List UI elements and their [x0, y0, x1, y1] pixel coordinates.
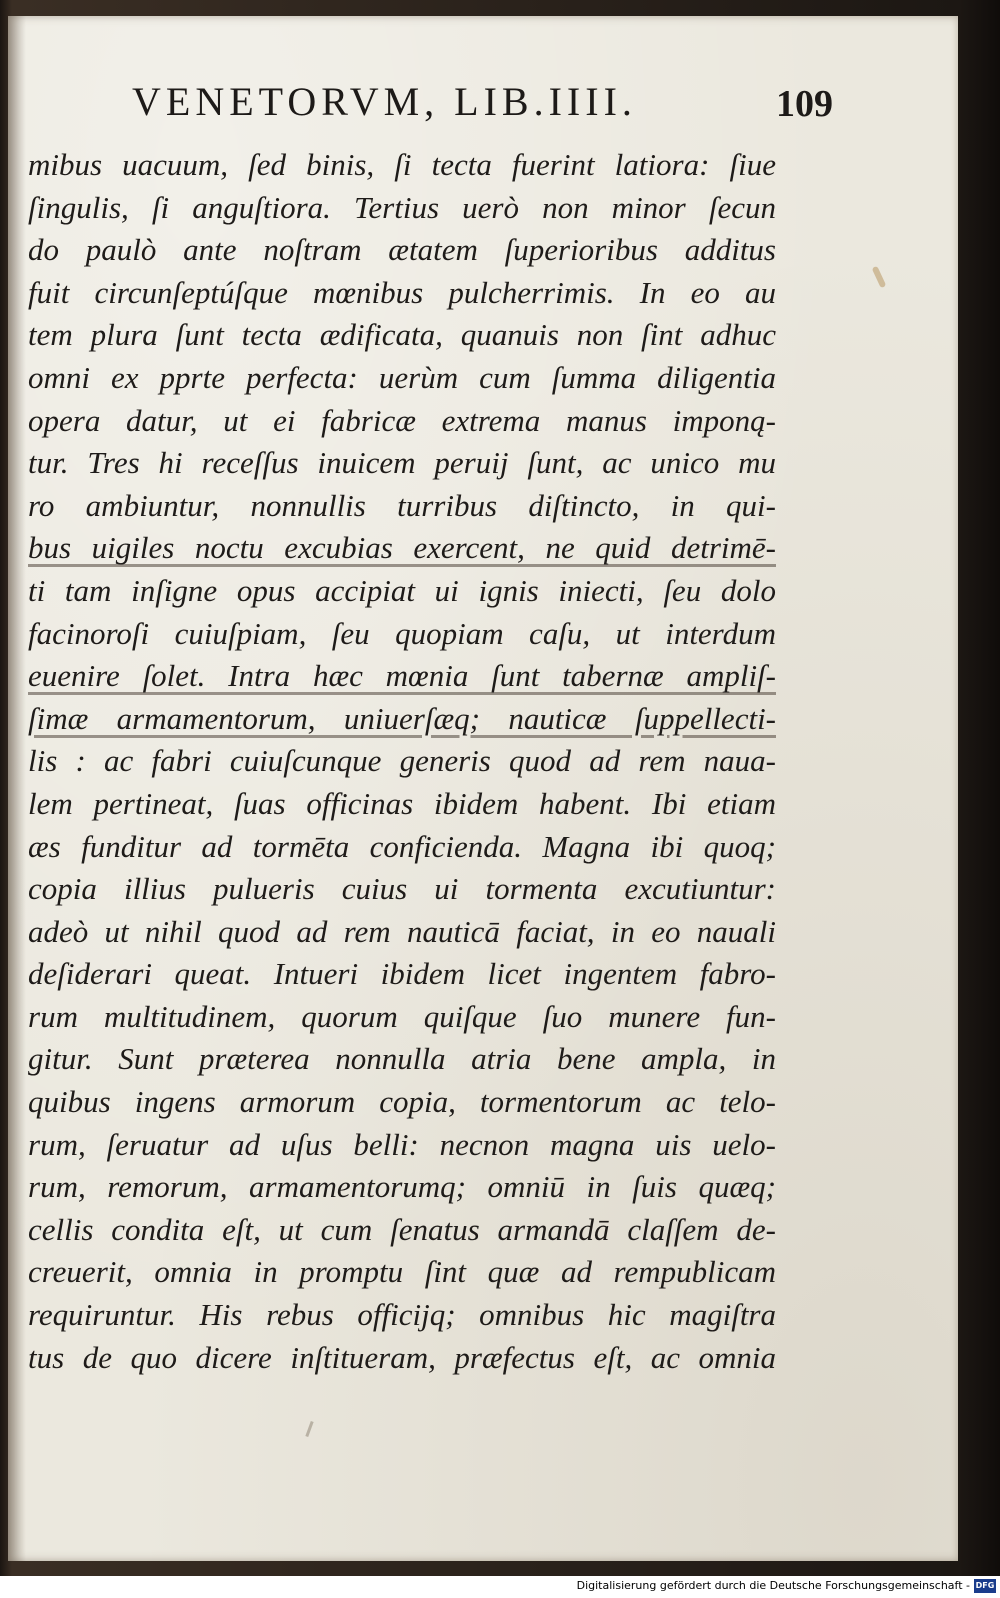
dfg-logo-icon: DFG	[974, 1579, 996, 1593]
text-line: fuit circunſeptúſque mœnibus pulcherrimis. In eo au	[28, 274, 776, 310]
text-line: adeò ut nihil quod ad rem nauticā faciat, in eo nauali	[28, 913, 776, 949]
text-line-underlined: ſimæ armamentorum, uniuerſæq; nauticæ ſuppellecti-	[28, 700, 776, 736]
text-line: æs funditur ad tormēta conficienda. Magna ibi quoq;	[28, 828, 776, 864]
text-line: tus de quo dicere inſtitueram, præfectus eſt, ac omnia	[28, 1339, 776, 1375]
text-line: tur. Tres hi receſſus inuicem peruij ſunt, ac unico mu	[28, 445, 776, 481]
page-gutter-shadow	[8, 16, 26, 1561]
text-line: ro ambiuntur, nonnullis turribus diſtincto, in qui-	[28, 487, 776, 523]
text-line: quibus ingens armorum copia, tormentorum ac telo-	[28, 1084, 776, 1120]
text-line-underlined: euenire ſolet. Intra hæc mœnia ſunt tabernæ ampliſ-	[28, 658, 776, 694]
text-line: copia illius pulueris cuius ui tormenta excutiuntur:	[28, 871, 776, 907]
text-line: requiruntur. His rebus officijq; omnibus hic magiſtra	[28, 1297, 776, 1333]
text-line: ſingulis, ſi anguſtiora. Tertius uerò non minor ſecun	[28, 189, 776, 225]
text-line: omni ex pprte perfecta: uerùm cum ſumma diligentia	[28, 359, 776, 395]
text-line: tem plura ſunt tecta ædificata, quanuis non ſint adhuc	[28, 317, 776, 353]
text-line: lem pertineat, ſuas officinas ibidem habent. Ibi etiam	[28, 785, 776, 821]
text-line: cellis condita eſt, ut cum ſenatus armandā claſſem de-	[28, 1211, 776, 1247]
text-line: deſiderari queat. Intueri ibidem licet ingentem fabro-	[28, 956, 776, 992]
text-line: facinoroſi cuiuſpiam, ſeu quopiam caſu, ut interdum	[28, 615, 776, 651]
page-number: 109	[776, 83, 833, 125]
text-line: opera datur, ut ei fabricæ extrema manus imponą-	[28, 402, 776, 438]
text-line: rum multitudinem, quorum quiſque ſuo munere fun-	[28, 998, 776, 1034]
text-line-underlined: bus uigiles noctu excubias exercent, ne quid detrimē-	[28, 530, 776, 566]
text-line: creuerit, omnia in promptu ſint quæ ad rempublicam	[28, 1254, 776, 1290]
digitization-footer	[0, 1576, 1000, 1598]
text-line: rum, ſeruatur ad uſus belli: necnon magna uis uelo-	[28, 1126, 776, 1162]
text-line: ti tam inſigne opus accipiat ui ignis iniecti, ſeu dolo	[28, 572, 776, 608]
funding-credit: Digitalisierung gefördert durch die Deutsche Forschungsgemeinschaft -	[576, 1579, 970, 1592]
text-line: rum, remorum, armamentorumq; omniū in ſuis quæq;	[28, 1169, 776, 1205]
text-line: lis : ac fabri cuiuſcunque generis quod ad rem naua-	[28, 743, 776, 779]
stray-pencil-mark	[305, 1421, 313, 1437]
text-line: mibus uacuum, ſed binis, ſi tecta fuerint latiora: ſiue	[28, 147, 776, 182]
text-line: do paulò ante noſtram ætatem ſuperioribus additus	[28, 232, 776, 268]
margin-pencil-mark	[872, 266, 887, 288]
running-head: VENETORVM, LIB.IIII.	[132, 79, 637, 124]
text-line: gitur. Sunt præterea nonnulla atria bene ampla, in	[28, 1041, 776, 1077]
book-page	[8, 16, 958, 1561]
body-text	[28, 144, 776, 1379]
